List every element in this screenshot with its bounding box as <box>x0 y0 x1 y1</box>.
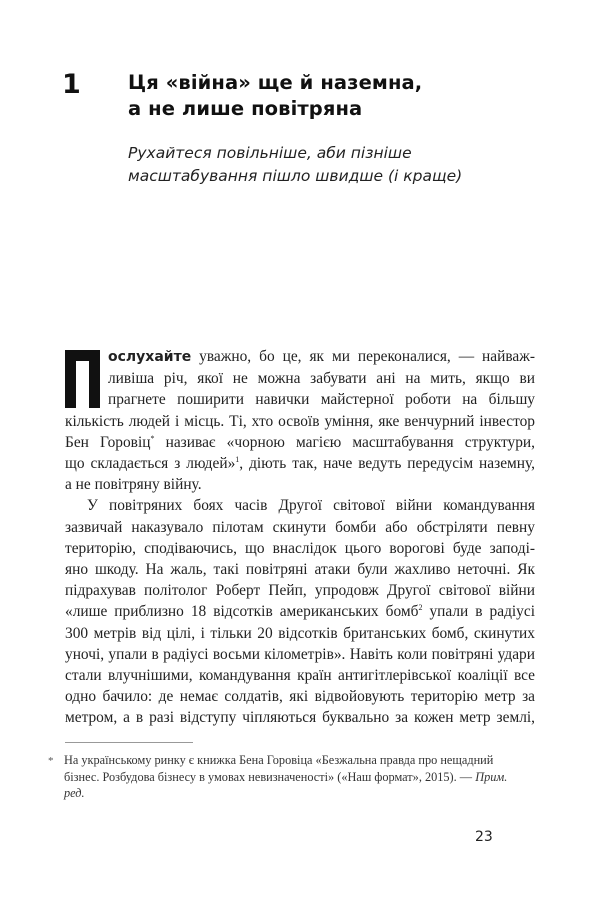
footnote-text <box>64 752 538 802</box>
body-text-span: , діють так, наче ведуть передусім наземну, <box>239 455 535 473</box>
body-text-span: що складається з людей» <box>65 455 236 473</box>
body-line: кількість людей і місць. Ті, хто освоїв уміння, яке венчурний інвестор <box>65 412 535 430</box>
endnote-reference[interactable]: 1 <box>235 454 240 464</box>
footnote-line: На українському ринку є книжка Бена Горовіца «Безжальна правда про нещадний <box>64 753 494 767</box>
body-line: зазвичай наказувало пілотам скинути бомби або обстріляти певну <box>65 518 535 536</box>
chapter-subtitle-line: масштабування пішло швидше (і краще) <box>128 167 463 185</box>
body-line: 300 метрів від цілі, і тільки 20 відсотків британських бомб, скинутих <box>65 624 535 642</box>
footnote <box>48 752 538 802</box>
chapter-title-line: а не лише повітряна <box>128 97 363 120</box>
body-line <box>108 346 535 368</box>
body-line: підрахував політолог Роберт Пейп, упродовж Другої світової війни <box>65 582 535 600</box>
body-text-span: «лише приблизно 18 відсотків американських бомб <box>65 603 419 621</box>
editor-note: Прим. <box>475 769 508 784</box>
footnote-text-span: бізнес. Розбудова бізнесу в умовах невизначеності» («Наш формат», 2015). — <box>64 769 476 784</box>
footnote-line <box>64 785 538 802</box>
body-line <box>65 601 535 622</box>
footnote-divider <box>65 742 193 743</box>
footnote-marker: * <box>48 755 54 767</box>
chapter-title-line: Ця «війна» ще й наземна, <box>128 71 423 94</box>
body-line <box>65 453 535 474</box>
body-line: одно бачило: де немає солдатів, які відвойовують територію метр за <box>65 688 535 706</box>
drop-cap-paragraph-lines <box>65 346 535 411</box>
body-text-span: Бен Горовіц <box>65 433 151 451</box>
editor-note: ред. <box>64 786 85 800</box>
page-number: 23 <box>475 829 493 845</box>
body-line: стали влучнішими, командування країн антигітлерівської коаліції все <box>65 667 535 685</box>
body-line: а не повітряну війну. <box>65 476 202 494</box>
footnote-reference[interactable]: * <box>150 433 155 443</box>
body-line: ливіша річ, якої не можна забувати ані на мить, якщо ви <box>108 370 535 388</box>
body-text <box>65 346 535 729</box>
body-line: яно шкоду. На жаль, такі повітряні атаки були жахливо неточні. Як <box>65 561 535 579</box>
body-line <box>65 432 535 453</box>
lead-word: ослухайте <box>108 349 192 365</box>
endnote-reference[interactable]: 2 <box>418 603 423 613</box>
body-text-span: упали в радіусі <box>422 603 535 621</box>
chapter-title <box>128 70 548 122</box>
body-line: уночі, упали в радіусі восьми кілометрів». Навіть коли повітряні удари <box>65 645 535 663</box>
body-line: У повітряних боях часів Другої світової війни командування <box>87 497 535 515</box>
footnote-line <box>64 769 538 786</box>
body-text-span: називає «чорною магією масштабування структури, <box>154 433 535 451</box>
body-line: прагнете поширити навички майстерної роботи на більшу <box>108 391 535 409</box>
chapter-number: 1 <box>62 69 81 100</box>
body-line: територію, сподіваючись, що внаслідок цього ворогові буде заподі- <box>65 539 535 557</box>
chapter-subtitle-line: Рухайтеся повільніше, аби пізніше <box>128 144 412 162</box>
body-line: метром, а в разі відступу чіпляються буквально за кожен метр землі, <box>65 709 535 727</box>
chapter-subtitle <box>128 142 568 188</box>
body-text-span: уважно, бо це, як ми переконалися, — найваж- <box>191 348 535 365</box>
